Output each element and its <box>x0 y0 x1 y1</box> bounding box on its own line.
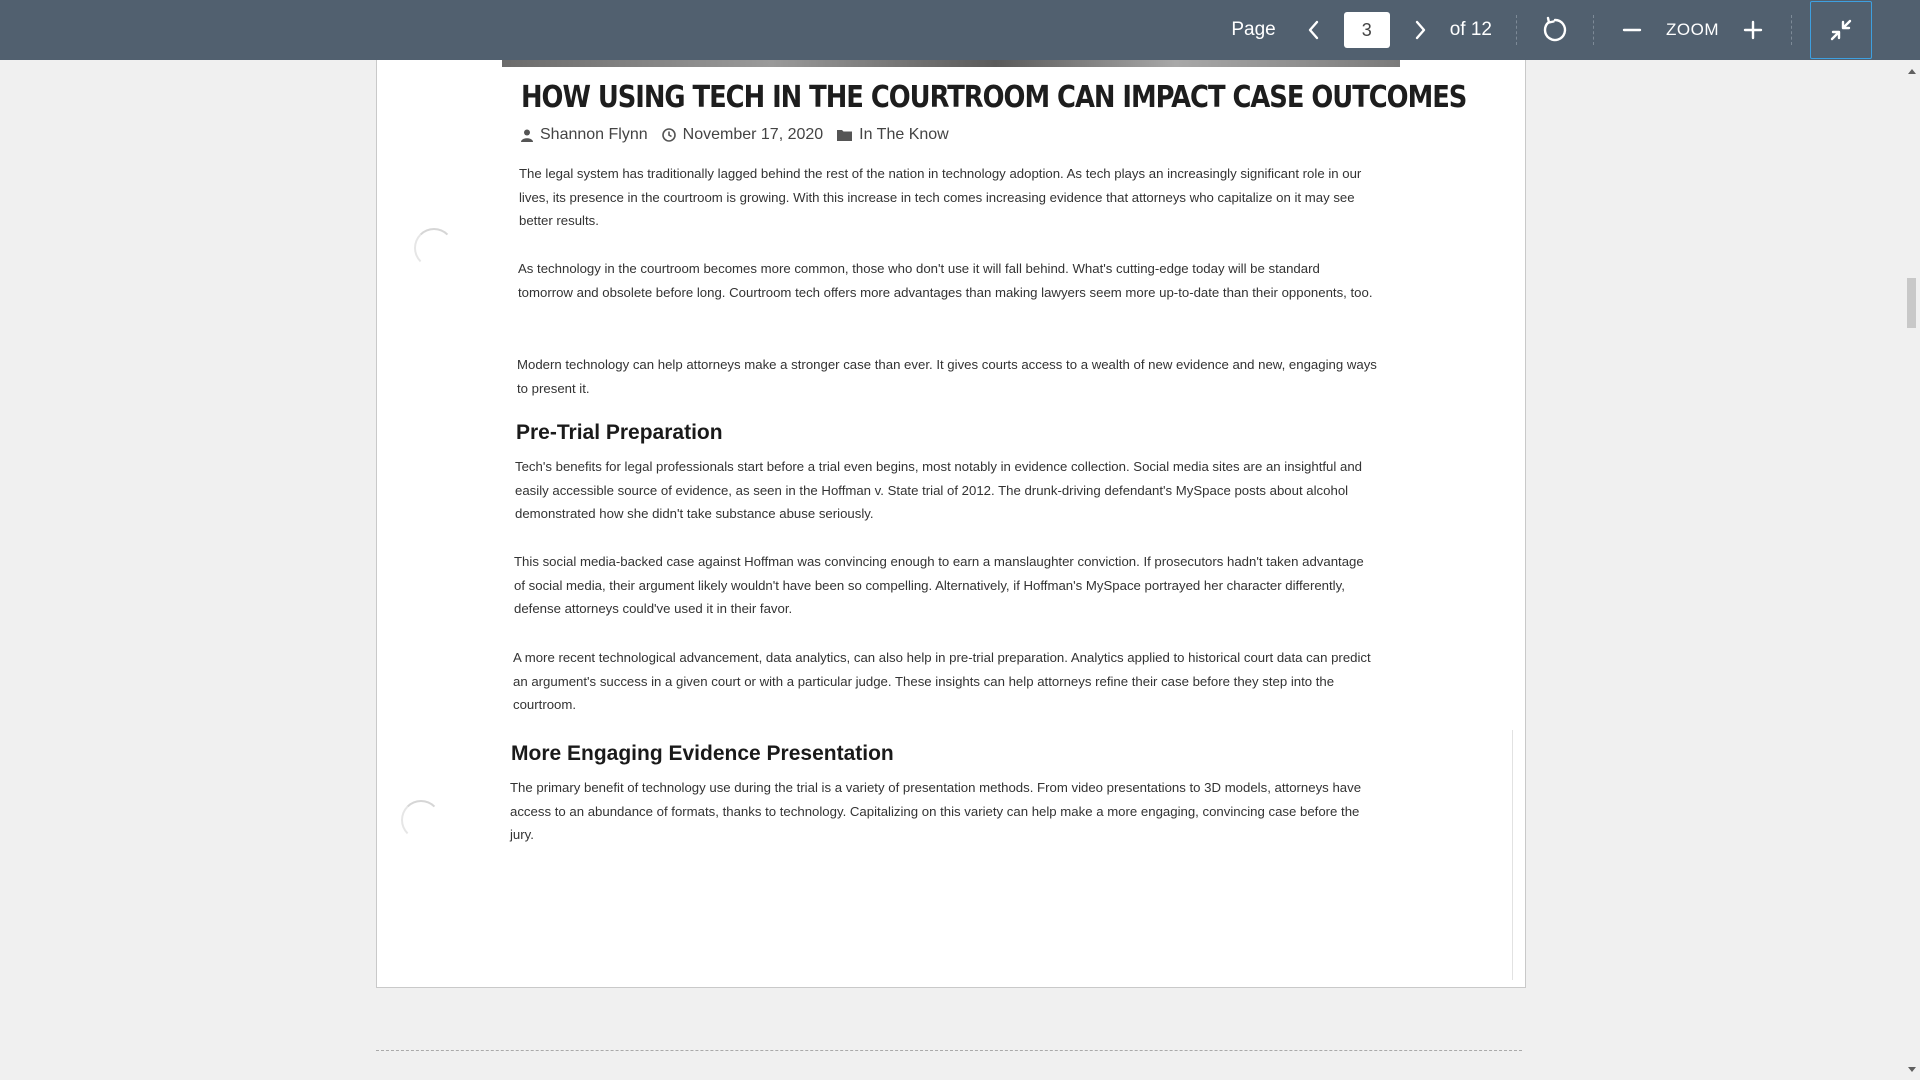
plus-icon <box>1742 19 1764 41</box>
article-meta <box>521 126 963 144</box>
previous-page-button[interactable] <box>1290 6 1338 54</box>
page-number-input[interactable] <box>1344 12 1390 48</box>
scroll-down-arrow[interactable] <box>1903 1061 1920 1078</box>
paragraph: The legal system has traditionally lagged behind the rest of the nation in technology adoption. As tech plays an increasingly significant role in our lives, its presence in the courtroom is growing. With this increase in tech comes increasing evidence that attorneys who capitalize on it may see better results. <box>519 166 1362 228</box>
document-page <box>376 60 1526 988</box>
exit-fullscreen-button[interactable] <box>1810 1 1872 59</box>
paragraph: Tech's benefits for legal professionals start before a trial even begins, most notably in evidence collection. Social media sites are an insightful and easily accessible source of evidence, as seen in the Hoffman v. State trial of 2012. The drunk-driving defendant's MySpace posts about alcohol demonstrated how she didn't take substance abuse seriously. <box>515 459 1362 521</box>
page-edge-line <box>1512 730 1513 980</box>
toolbar-separator <box>1593 15 1594 45</box>
date-text: November 17, 2020 <box>682 126 824 143</box>
loading-spinner <box>414 228 454 268</box>
zoom-label: ZOOM <box>1666 20 1719 39</box>
zoom-controls <box>1608 0 1777 60</box>
paragraph: Modern technology can help attorneys make a stronger case than ever. It gives courts access to a wealth of new evidence and new, engaging ways to present it. <box>517 357 1377 396</box>
next-page-button[interactable] <box>1396 6 1444 54</box>
chevron-right-icon <box>1410 19 1430 41</box>
next-page-boundary <box>376 1050 1522 1051</box>
vertical-scrollbar[interactable] <box>1903 60 1920 1080</box>
toolbar-separator <box>1516 15 1517 45</box>
viewer-toolbar <box>0 0 1920 60</box>
clock-icon <box>662 128 676 142</box>
page-count-label: of 12 <box>1449 19 1492 40</box>
section-heading: Pre-Trial Preparation <box>516 421 723 444</box>
rotate-button[interactable] <box>1531 6 1579 54</box>
author-name: Shannon Flynn <box>540 126 648 143</box>
user-icon <box>521 129 533 142</box>
chevron-left-icon <box>1304 19 1324 41</box>
zoom-out-button[interactable] <box>1608 6 1656 54</box>
toolbar-separator <box>1791 15 1792 45</box>
section-heading: More Engaging Evidence Presentation <box>511 742 894 765</box>
paragraph: The primary benefit of technology use during the trial is a variety of presentation methods. From video presentations to 3D models, attorneys have access to an abundance of formats, thanks to technology. Capitalizing on this variety can help make a more engaging, convincing case before the jury. <box>510 780 1362 842</box>
article-title: HOW USING TECH IN THE COURTROOM CAN IMPACT CASE OUTCOMES <box>521 80 1467 115</box>
category-text: In The Know <box>859 126 949 143</box>
caret-down-icon <box>1908 1067 1916 1073</box>
paragraph: As technology in the courtroom becomes more common, those who don't use it will fall behind. What's cutting-edge today will be standard tomorrow and obsolete before long. Courtroom tech offers more advantages than making lawyers seem more up-to-date than their opponents, too. <box>518 261 1373 300</box>
paragraph: This social media-backed case against Hoffman was convincing enough to earn a manslaughter conviction. If prosecutors hadn't taken advantage of social media, their argument likely wouldn't have been so compelling. Alternatively, if Hoffman's MySpace portrayed her character differently, defense attorneys could've used it in their favor. <box>514 554 1364 616</box>
paragraph: A more recent technological advancement, data analytics, can also help in pre-trial preparation. Analytics applied to historical court data can predict an argument's success in a given court or with a particular judge. These insights can help attorneys refine their case before they step into the courtroom. <box>513 650 1371 712</box>
zoom-in-button[interactable] <box>1729 6 1777 54</box>
author <box>521 126 648 144</box>
caret-up-icon <box>1908 68 1916 74</box>
page-navigation <box>1231 0 1502 60</box>
minus-icon <box>1621 19 1643 41</box>
document-viewport[interactable] <box>0 60 1920 1080</box>
scrollbar-thumb[interactable] <box>1907 278 1916 328</box>
folder-icon <box>837 129 852 141</box>
exit-fullscreen-icon <box>1828 17 1854 43</box>
rotate-icon <box>1541 16 1569 44</box>
loading-spinner <box>401 800 441 840</box>
publish-date <box>662 126 824 144</box>
scroll-up-arrow[interactable] <box>1903 62 1920 79</box>
article-hero-image <box>502 60 1400 67</box>
category <box>837 126 949 144</box>
page-label: Page <box>1231 19 1276 40</box>
